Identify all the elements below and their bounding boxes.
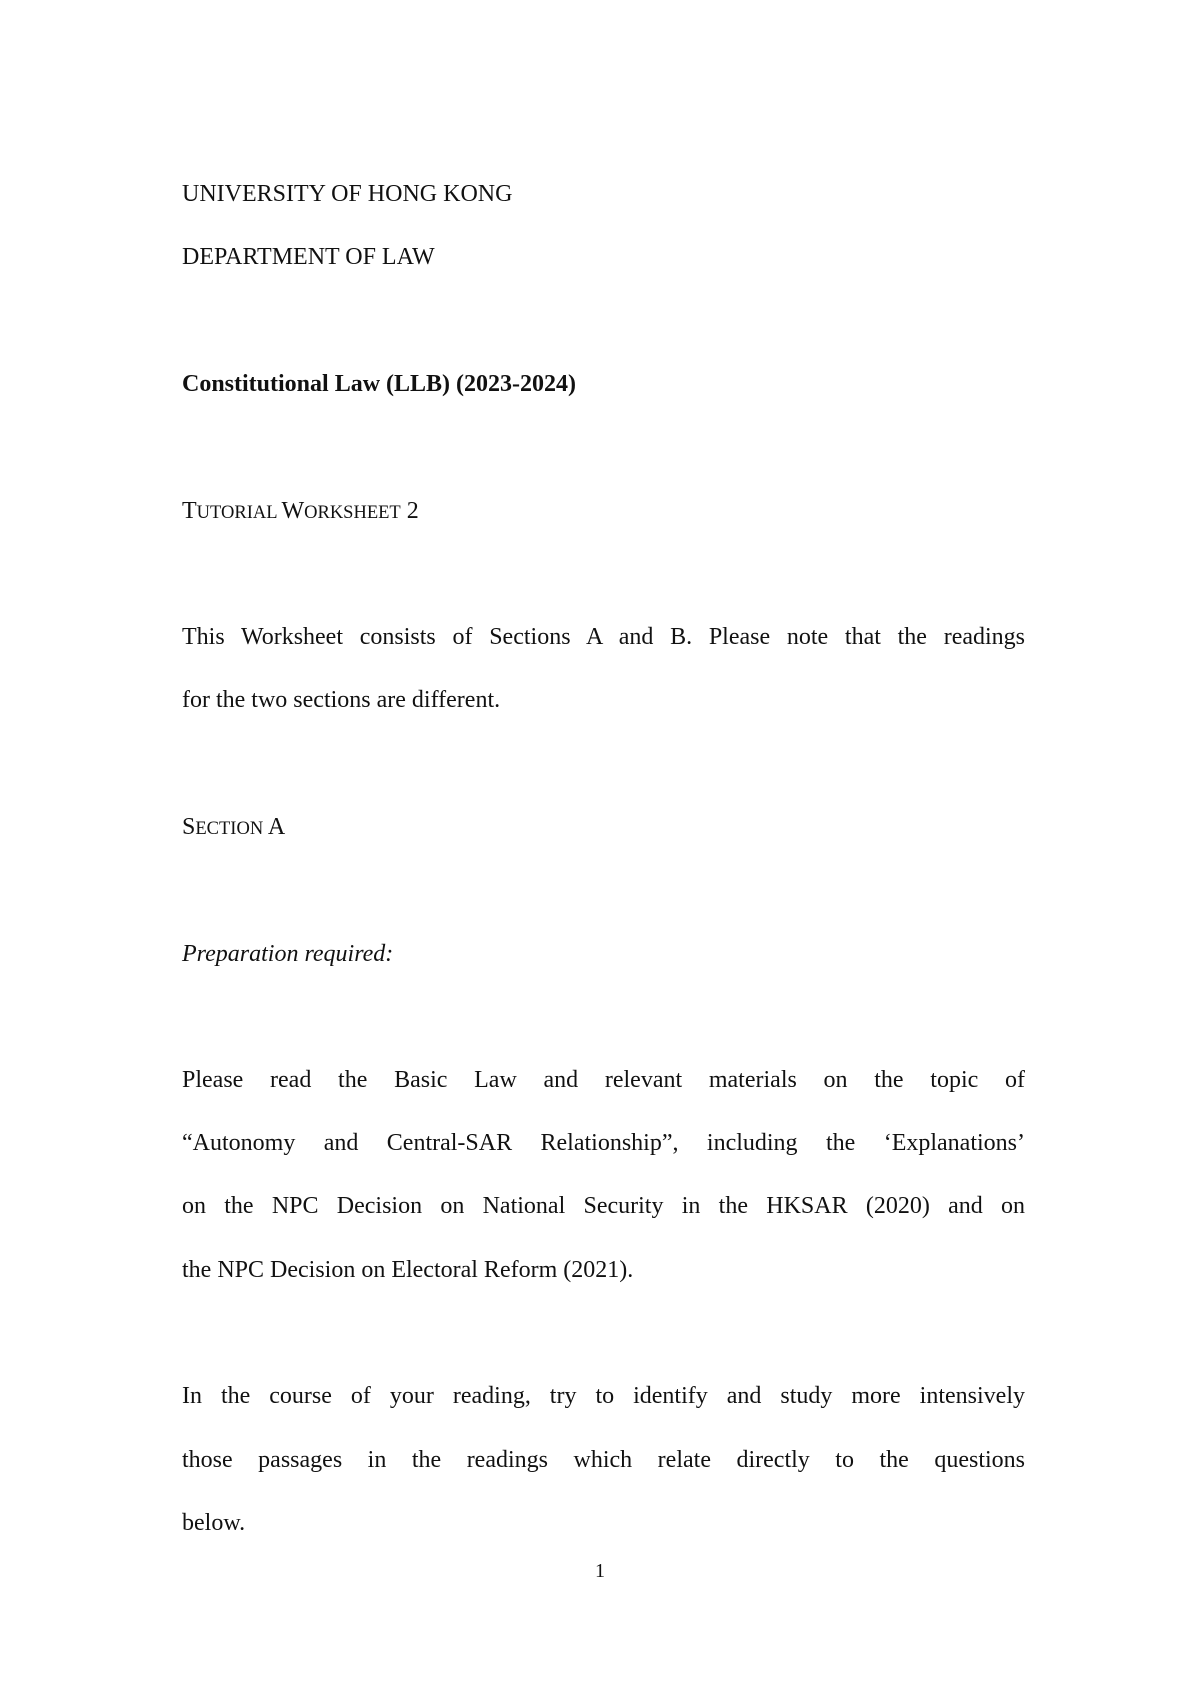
section-a-heading-rest: ECTION — [195, 819, 264, 839]
study-line-2: those passages in the readings which relate directly to the questions — [182, 1447, 1025, 1473]
preparation-label: Preparation required: — [182, 941, 394, 967]
reading-line-1: Please read the Basic Law and relevant materials on the topic of — [182, 1067, 1025, 1093]
worksheet-title-rest-2: ORKSHEET — [304, 503, 401, 523]
intro-line-1: This Worksheet consists of Sections A and B. Please note that the readings — [182, 624, 1025, 650]
worksheet-title-initial-1: T — [182, 498, 197, 524]
worksheet-title-initial-2: W — [281, 498, 305, 524]
section-a-heading — [182, 813, 285, 843]
worksheet-title-rest-1: UTORIAL — [196, 503, 282, 523]
reading-line-4: the NPC Decision on Electoral Reform (2021). — [182, 1257, 634, 1283]
worksheet-title-number: 2 — [400, 498, 419, 524]
course-title: Constitutional Law (LLB) (2023-2024) — [182, 371, 577, 397]
page-number: 1 — [595, 1560, 605, 1582]
section-a-heading-letter: A — [263, 814, 286, 840]
intro-line-2: for the two sections are different. — [182, 687, 501, 713]
worksheet-title — [182, 497, 419, 527]
department-name: DEPARTMENT OF LAW — [182, 244, 435, 270]
study-line-1: In the course of your reading, try to identify and study more intensively — [182, 1383, 1025, 1409]
reading-line-2: “Autonomy and Central-SAR Relationship”, including the ‘Explanations’ — [182, 1130, 1025, 1156]
study-line-3: below. — [182, 1510, 246, 1536]
reading-line-3: on the NPC Decision on National Security in the HKSAR (2020) and on — [182, 1193, 1025, 1219]
section-a-heading-initial: S — [182, 814, 196, 840]
university-name: UNIVERSITY OF HONG KONG — [182, 181, 513, 207]
